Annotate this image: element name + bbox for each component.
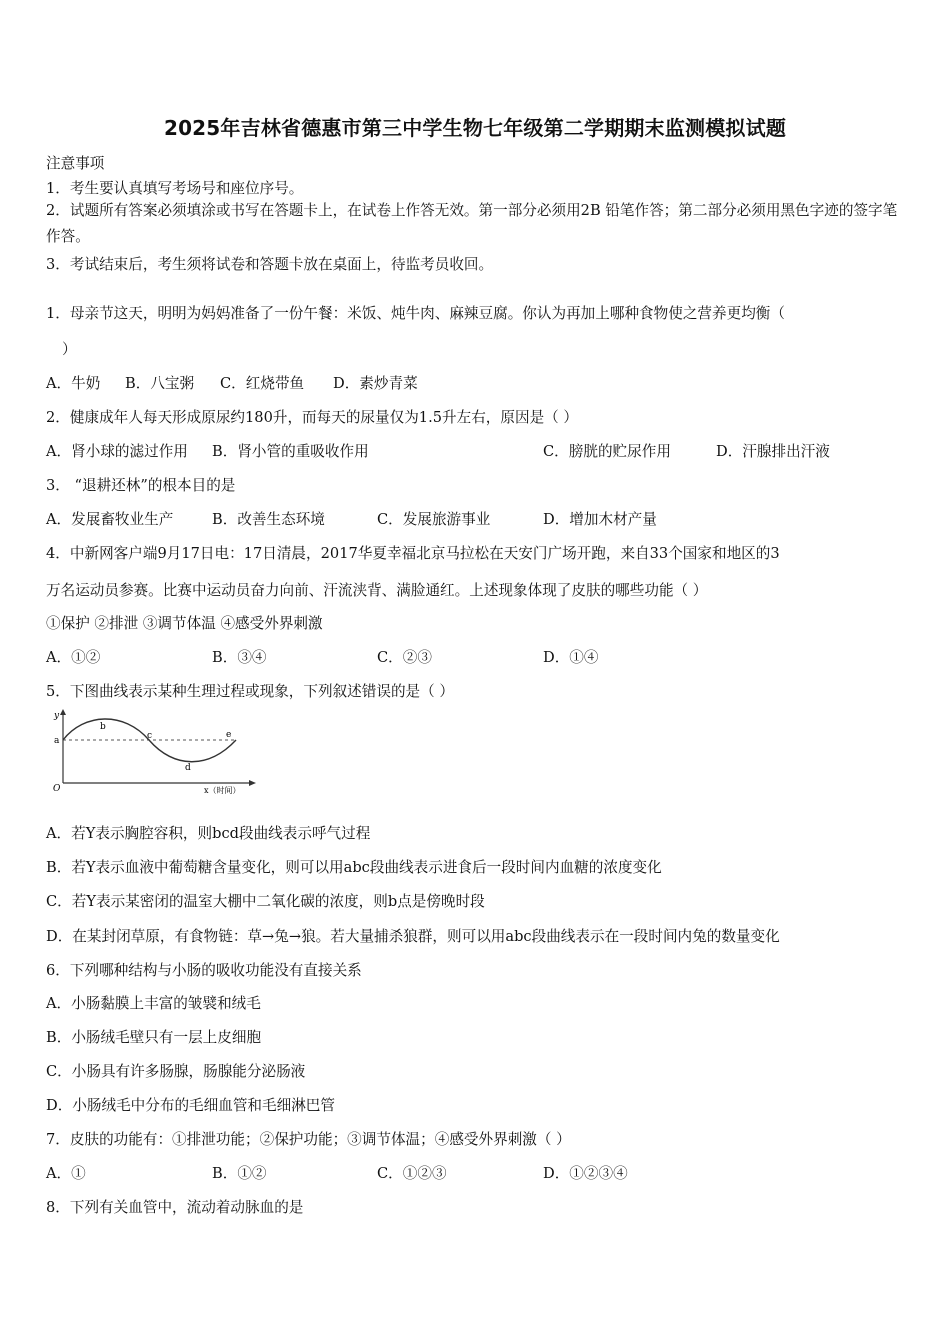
question-stem: 2．健康成年人每天形成原尿约180升，而每天的尿量仅为1.5升左右，原因是（ ） [46,409,578,426]
option-a: A．① [46,1165,86,1182]
option-d: D．①④ [543,649,599,666]
question-stem: 4．中新网客户端9月17日电：17日清晨，2017华夏幸福北京马拉松在天安门广场开跑，来自33个国家和地区的3 [46,545,780,562]
option-a: A．小肠黏膜上丰富的皱襞和绒毛 [46,995,261,1012]
notice-item: 1．考生要认真填写考场号和座位序号。 [46,180,304,197]
x-axis-arrow [249,780,256,786]
option-a: A．若Y表示胸腔容积，则bcd段曲线表示呼气过程 [46,825,371,842]
option-d: D．增加木材产量 [543,511,657,528]
option-b: B．③④ [212,649,267,666]
option-d: D．①②③④ [543,1165,628,1182]
option-a: A．牛奶 [46,375,101,392]
point-a-label: a [54,736,60,746]
option-b: B．小肠绒毛壁只有一层上皮细胞 [46,1029,262,1046]
curve-graph [44,707,264,797]
option-b: B．肾小管的重吸收作用 [212,443,369,460]
option-c: C．②③ [377,649,432,666]
page-title: 2025年吉林省德惠市第三中学生物七年级第二学期期末监测模拟试题 [163,116,787,140]
option-c: C．红烧带鱼 [220,375,305,392]
option-b: B．①② [212,1165,267,1182]
x-label: x（时间） [204,786,241,795]
point-c-label: c [147,731,153,741]
point-b-label: b [100,722,106,732]
option-c: C．①②③ [377,1165,447,1182]
point-d-label: d [185,763,191,773]
notice-heading: 注意事项 [46,155,105,172]
option-d: D．在某封闭草原，有食物链：草→兔→狼。若大量捕杀狼群，则可以用abc段曲线表示在一段时间内兔的数量变化 [46,928,780,945]
option-c: C．膀胱的贮尿作用 [543,443,671,460]
origin-label: O [53,784,61,794]
question-stem: 7．皮肤的功能有：①排泄功能；②保护功能；③调节体温；④感受外界刺激（ ） [46,1131,571,1148]
option-b: B．改善生态环境 [212,511,325,528]
question-stem: 5．下图曲线表示某种生理过程或现象，下列叙述错误的是（ ） [46,683,454,700]
question-stem-cont: 万名运动员参赛。比赛中运动员奋力向前、汗流浃背、满脸通红。上述现象体现了皮肤的哪些功能（ ） [46,582,708,599]
question-stem: 3． “退耕还林”的根本目的是 [46,477,236,494]
question-stem: 6．下列哪种结构与小肠的吸收功能没有直接关系 [46,962,362,979]
function-list: ①保护 ②排泄 ③调节体温 ④感受外界刺激 [46,615,323,632]
option-a: A．①② [46,649,101,666]
notice-item: 3．考试结束后，考生须将试卷和答题卡放在桌面上，待监考员收回。 [46,256,494,273]
question-stem: 1．母亲节这天，明明为妈妈准备了一份午餐：米饭、炖牛肉、麻辣豆腐。你认为再加上哪种食物使之营养更均衡（ [46,305,785,322]
option-b: B．若Y表示血液中葡萄糖含量变化，则可以用abc段曲线表示进食后一段时间内血糖的浓度变化 [46,859,662,876]
notice-item: 2．试题所有答案必须填涂或书写在答题卡上，在试卷上作答无效。第一部分必须用2B 铅笔作答；第二部分必须用黑色字迹的签字笔作答。 [46,202,898,245]
option-c: C．若Y表示某密闭的温室大棚中二氧化碳的浓度，则b点是傍晚时段 [46,893,485,910]
point-e-label: e [226,730,232,740]
question-stem: 8．下列有关血管中，流动着动脉血的是 [46,1199,304,1216]
option-c: C．发展旅游事业 [377,511,491,528]
option-d: D．小肠绒毛中分布的毛细血管和毛细淋巴管 [46,1097,335,1114]
option-d: D．素炒青菜 [333,375,418,392]
option-d: D．汗腺排出汗液 [716,443,830,460]
question-stem-cont: ） [62,341,77,358]
option-a: A．肾小球的滤过作用 [46,443,188,460]
option-a: A．发展畜牧业生产 [46,511,174,528]
option-c: C．小肠具有许多肠腺，肠腺能分泌肠液 [46,1063,306,1080]
y-label: y [54,711,60,721]
option-b: B．八宝粥 [125,375,195,392]
y-axis-arrow [60,709,66,715]
